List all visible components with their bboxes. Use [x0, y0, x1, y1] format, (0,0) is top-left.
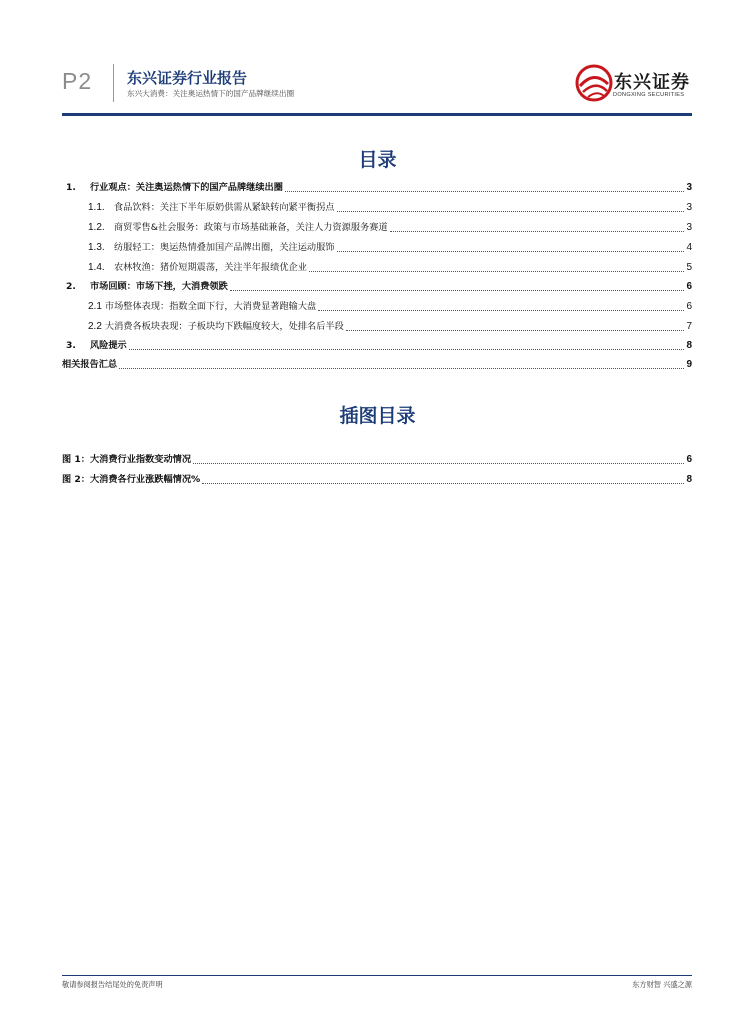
toc-entry[interactable] — [62, 357, 692, 371]
toc-entry-number: 3. — [66, 340, 76, 351]
figure-entry[interactable] — [62, 452, 692, 466]
report-subtitle: 东兴大消费：关注奥运热情下的国产品牌继续出圈 — [127, 89, 295, 98]
toc-entry[interactable] — [62, 338, 692, 352]
figure-entry-text: 图 2：大消费各行业涨跌幅情况% — [62, 474, 201, 485]
toc-entry-text: 行业观点：关注奥运热情下的国产品牌继续出圈 — [90, 182, 283, 193]
toc-leader — [337, 211, 685, 212]
toc-entry-text: 风险提示 — [90, 340, 127, 351]
toc-entry[interactable] — [62, 220, 692, 234]
toc-leader — [129, 349, 685, 350]
figure-entry-text: 图 1：大消费行业指数变动情况 — [62, 454, 192, 465]
toc-entry-number: 2.2 — [88, 321, 102, 332]
header-rule — [62, 113, 692, 116]
logo-text: 东兴证券 — [614, 72, 690, 93]
toc-entry-text: 市场整体表现：指数全面下行，大消费显著跑输大盘 — [104, 301, 317, 312]
header-divider — [113, 64, 114, 102]
toc-entry-number: 1.4. — [88, 262, 105, 273]
figure-entry-page: 8 — [686, 474, 692, 485]
toc-leader — [337, 251, 685, 252]
toc-entry-page: 6 — [686, 281, 692, 292]
toc-leader — [309, 271, 685, 272]
toc-entry-text: 纺服轻工：奥运热情叠加国产品牌出圈，关注运动服饰 — [114, 242, 335, 253]
figure-entry[interactable] — [62, 472, 692, 486]
toc-entry-number: 2. — [66, 281, 76, 292]
footer-disclaimer: 敬请参阅报告结尾处的免责声明 — [62, 980, 163, 989]
toc-leader — [390, 231, 685, 232]
toc-leader — [346, 330, 685, 331]
toc-leader — [230, 290, 685, 291]
toc-entry-number: 1.3. — [88, 242, 105, 253]
toc-entry-page: 4 — [686, 242, 692, 253]
toc-entry[interactable] — [62, 180, 692, 194]
toc-entry[interactable] — [62, 299, 692, 313]
toc-entry[interactable] — [62, 260, 692, 274]
toc-entry[interactable] — [62, 279, 692, 293]
toc-leader — [193, 463, 684, 464]
toc-entry-number: 1. — [66, 182, 76, 193]
toc-entry[interactable] — [62, 240, 692, 254]
toc-entry-text: 市场回顾：市场下挫，大消费领跌 — [90, 281, 228, 292]
footer-slogan: 东方财智 兴盛之源 — [632, 980, 692, 989]
toc-entry-number: 1.2. — [88, 222, 105, 233]
footer-rule — [62, 975, 692, 976]
page-label: P2 — [62, 68, 93, 94]
logo-english-text: DONGXING SECURITIES — [613, 92, 685, 98]
toc-entry-text: 相关报告汇总 — [62, 359, 118, 370]
toc-entry[interactable] — [62, 200, 692, 214]
toc-entry-page: 8 — [686, 340, 692, 351]
figures-heading: 插图目录 — [339, 405, 416, 427]
toc-leader — [119, 368, 684, 369]
toc-leader — [318, 310, 684, 311]
toc-entry-page: 5 — [686, 262, 692, 273]
figure-entry-page: 6 — [686, 454, 692, 465]
toc-entry-page: 3 — [686, 222, 692, 233]
toc-leader — [285, 191, 685, 192]
toc-leader — [202, 483, 684, 484]
toc-entry-text: 商贸零售&社会服务：政策与市场基础兼备，关注人力资源服务赛道 — [114, 222, 388, 233]
toc-entry-page: 3 — [686, 182, 692, 193]
toc-entry-text: 大消费各板块表现：子板块均下跌幅度较大，处排名后半段 — [104, 321, 344, 332]
toc-heading: 目录 — [358, 149, 397, 171]
toc-entry-page: 7 — [686, 321, 692, 332]
report-title: 东兴证券行业报告 — [127, 69, 248, 87]
toc-entry-page: 6 — [686, 301, 692, 312]
toc-entry-text: 食品饮料：关注下半年原奶供需从紧缺转向紧平衡拐点 — [114, 202, 335, 213]
toc-entry-page: 9 — [686, 359, 692, 370]
toc-entry[interactable] — [62, 319, 692, 333]
toc-entry-page: 3 — [686, 202, 692, 213]
toc-entry-text: 农林牧渔：猪价短期震荡，关注半年报绩优企业 — [114, 262, 307, 273]
toc-entry-number: 2.1 — [88, 301, 102, 312]
toc-entry-number: 1.1. — [88, 202, 105, 213]
